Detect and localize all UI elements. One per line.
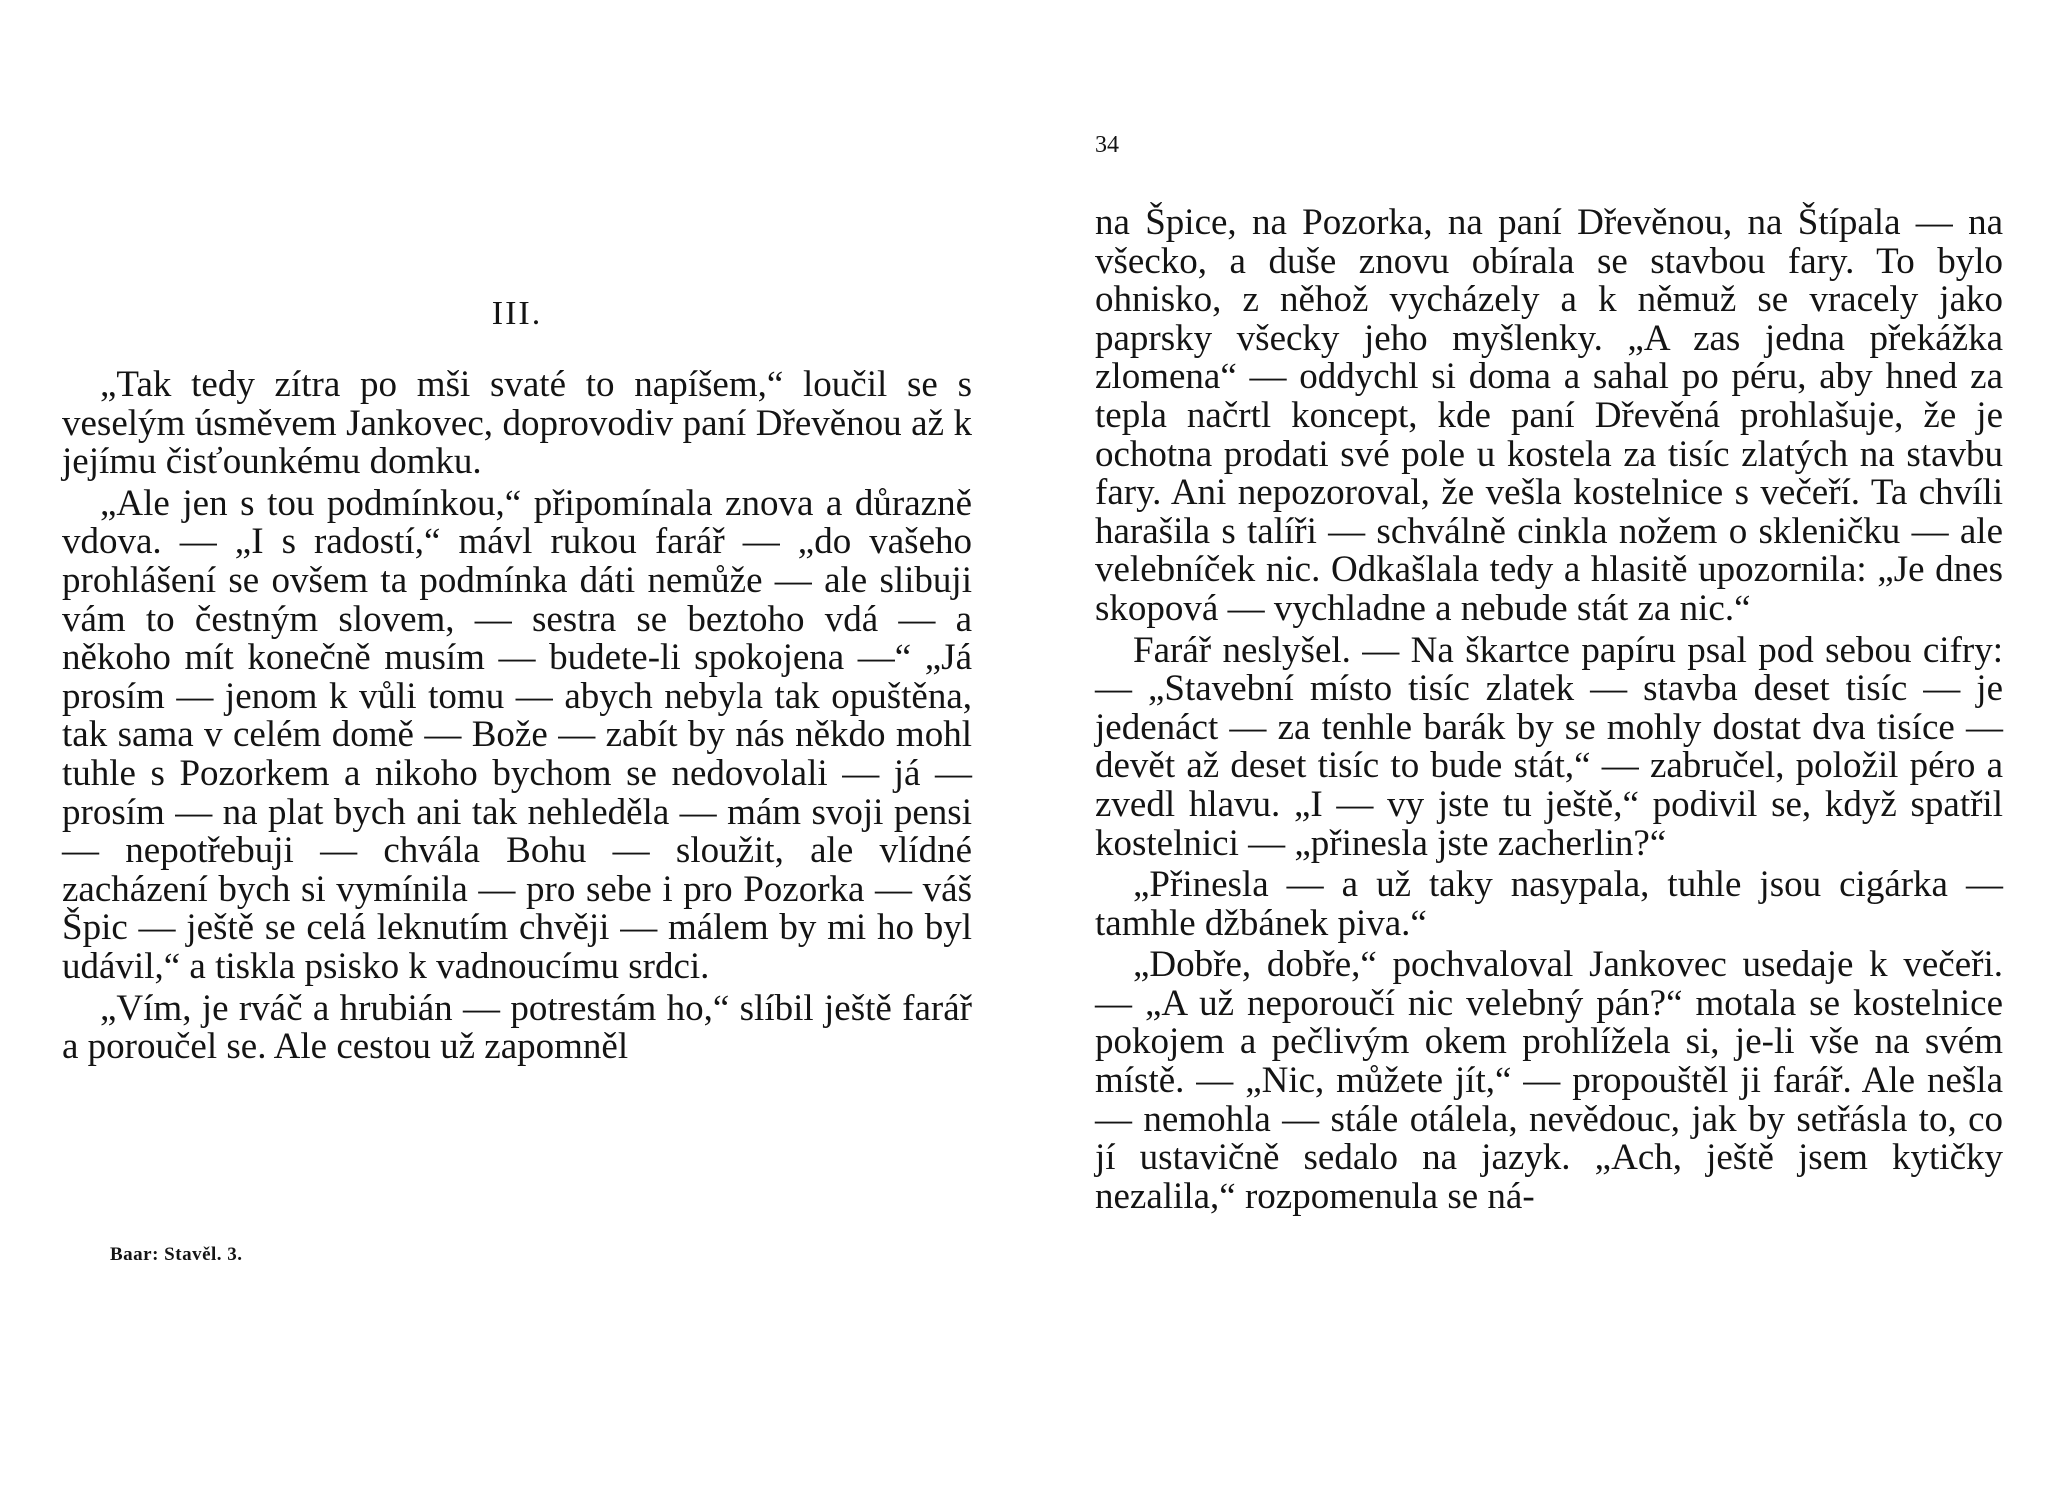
paragraph: „Ale jen s tou podmínkou,“ připomínala znova a důrazně vdova. — „I s radostí,“ mávl rukou farář — „do vašeho prohlášení se ovšem ta podmínka dáti nemůže — ale slibuji vám to čestným slovem, — sestra se beztoho vdá — a někoho mít konečně musím — budete-li spokojena —“ „Já prosím — jenom k vůli tomu — abych nebyla tak opuštěna, tak sama v celém domě — Bože — zabít by nás někdo mohl tuhle s Pozorkem a nikoho bychom se nedovolali — já — prosím — na plat bych ani tak nehleděla — mám svoji pensi — nepotřebuji — chvála Bohu — sloužit, ale vlídné zacházení bych si vymínila — pro sebe i pro Pozorka — váš Špic — ještě se celá leknutím chvěji — málem by mi ho byl udávil,“ a tiskla psisko k vadnoucímu srdci. (62, 482, 972, 987)
paragraph: na Špice, na Pozorka, na paní Dřevěnou, na Štípala — na všecko, a duše znovu obírala se stavbou fary. To bylo ohnisko, z něhož vycházely a k němuž se vracely jako paprsky všecky jeho myšlenky. „A zas jedna překážka zlomena“ — oddychl si doma a sahal po péru, aby hned za tepla načrtl koncept, kde paní Dřevěná prohlašuje, že je ochotna prodati své pole u kostela za tisíc zlatých na stavbu fary. Ani nepozoroval, že vešla kostelnice s večeří. Ta chvíli harašila s talíři — schválně cinkla nožem o skleničku — ale velebníček nic. Odkašlala tedy a hlasitě upozornila: „Je dnes skopová — vychladne a nebude stát za nic.“ (1095, 202, 2003, 629)
chapter-heading: III. (491, 295, 543, 332)
paragraph: „Vím, je rváč a hrubián — potrestám ho,“ slíbil ještě farář a poroučel se. Ale cestou už zapomněl (62, 987, 972, 1068)
right-page (1095, 0, 2003, 1500)
signature-mark: Baar: Stavěl. 3. (110, 1244, 243, 1265)
paragraph: „Dobře, dobře,“ pochvaloval Jankovec usedaje k večeři. — „A už neporoučí nic velebný pán?“ motala se kostelnice pokojem a pečlivým okem prohlížela si, je-li vše na svém místě. — „Nic, můžete jít,“ — propouštěl ji farář. Ale nešla — nemohla — stále otálela, nevědouc, jak by setřásla to, co jí ustavičně sedalo na jazyk. „Ach, ještě jsem kytičky nezalila,“ rozpomenula se ná- (1095, 944, 2003, 1217)
paragraph: „Tak tedy zítra po mši svaté to napíšem,“ loučil se s veselým úsměvem Jankovec, doprovodiv paní Dřevěnou až k jejímu čisťounkému domku. (62, 364, 972, 483)
paragraph: „Přinesla — a už taky nasypala, tuhle jsou cigárka — tamhle džbánek piva.“ (1095, 864, 2003, 944)
paragraph: Farář neslyšel. — Na škartce papíru psal pod sebou cifry: — „Stavební místo tisíc zlatek — stavba deset tisíc — je jedenáct — za tenhle barák by se mohly dostat dva tisíce — devět až deset tisíc to bude stát,“ — zabručel, položil péro a zvedl hlavu. „I — vy jste tu ještě,“ podivil se, když spatřil kostelnici — „přinesla jste zacherlin?“ (1095, 629, 2003, 864)
left-page-text (62, 366, 972, 1067)
page-number: 34 (1095, 132, 1119, 158)
left-page (62, 0, 972, 1500)
right-page-text (1095, 204, 2003, 1216)
